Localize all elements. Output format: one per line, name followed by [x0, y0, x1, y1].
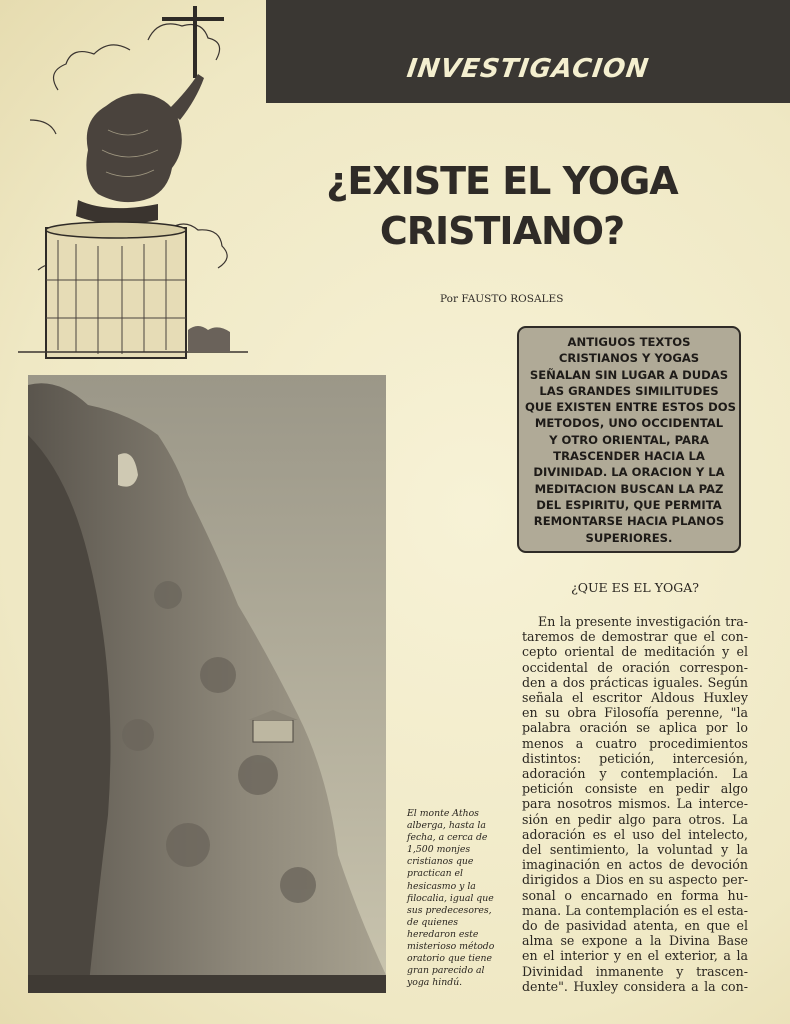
pull-quote-line: DEL ESPIRITU, QUE PERMITA — [536, 497, 722, 512]
caption-line: oratorio que tiene — [407, 953, 492, 965]
body-line: señala el escritor Aldous Huxley — [522, 690, 748, 706]
section-banner — [266, 0, 790, 103]
pull-quote-line: MEDITACION BUSCAN LA PAZ — [534, 481, 724, 496]
body-line: adoración es el uso del intelecto, — [522, 826, 748, 842]
body-line: den a dos prácticas iguales. Según — [522, 674, 748, 690]
caption-line: cristianos que — [407, 856, 474, 868]
headline-line-1: ¿EXISTE EL YOGA — [326, 159, 678, 203]
caption-line: yoga hindú. — [407, 977, 463, 989]
body-line: del sentimiento, la voluntad y la — [522, 842, 748, 858]
body-line: dirigidos a Dios en su aspecto per- — [522, 872, 748, 888]
caption-line: fecha, a cerca de — [407, 832, 488, 844]
pull-quote-line: DIVINIDAD. LA ORACION Y LA — [533, 465, 725, 480]
stylite-illustration — [18, 0, 248, 362]
caption-line: gran parecido al — [407, 965, 485, 977]
body-line: en el interior y en el exterior, a la — [522, 948, 748, 964]
caption-line: hesicasmo y la — [407, 880, 476, 892]
headline-line-2: CRISTIANO? — [379, 209, 625, 253]
body-line: mana. La contemplación es el esta- — [522, 902, 748, 918]
body-line: dente". Huxley considera a la con- — [522, 978, 748, 994]
caption-line: alberga, hasta la — [407, 820, 486, 832]
section-subhead: ¿QUE ES EL YOGA? — [571, 580, 699, 595]
pull-quote-line: SEÑALAN SIN LUGAR A DUDAS — [529, 367, 729, 382]
caption-line: 1,500 monjes — [407, 844, 471, 856]
pull-quote-line: LAS GRANDES SIMILITUDES — [539, 383, 719, 398]
pull-quote-line: CRISTIANOS Y YOGAS — [558, 351, 700, 366]
caption-line: misterioso método — [407, 941, 495, 953]
pull-quote-line: ANTIGUOS TEXTOS — [567, 335, 691, 349]
caption-line: sus predecesores, — [407, 904, 492, 916]
byline: Por FAUSTO ROSALES — [440, 293, 564, 305]
caption-line: filocalia, igual que — [407, 892, 494, 904]
body-line: cepto oriental de meditación y el — [522, 644, 748, 660]
article-body — [522, 614, 748, 994]
caption-line: heredaron este — [407, 928, 479, 940]
pull-quote-line: REMONTARSE HACIA PLANOS — [533, 514, 725, 529]
body-line: En la presente investigación tra- — [538, 614, 748, 629]
caption-line: de quienes — [407, 916, 459, 928]
body-line: para nosotros mismos. La interce- — [522, 796, 748, 812]
body-line: adoración y contemplación. La — [522, 766, 748, 782]
pull-quote-line: Y OTRO ORIENTAL, PARA — [549, 432, 709, 447]
mount-athos-photo — [28, 375, 386, 993]
pull-quote-line: QUE EXISTEN ENTRE ESTOS DOS — [525, 400, 736, 415]
body-line: occidental de oración correspon- — [522, 659, 748, 675]
pull-quote-line: SUPERIORES. — [585, 530, 673, 545]
body-line: Divinidad inmanente y trascen- — [522, 963, 748, 979]
body-line: menos a cuatro procedimientos — [522, 735, 748, 751]
photo-caption — [407, 808, 511, 989]
body-line: sonal o encarnado en forma hu- — [522, 887, 748, 903]
body-line: petición consiste en pedir algo — [522, 781, 748, 797]
pull-quote-line: TRASCENDER HACIA LA — [553, 449, 705, 464]
body-line: taremos de demostrar que el con- — [522, 629, 748, 645]
body-line: imaginación en actos de devoción — [522, 857, 748, 873]
pull-quote-text — [525, 334, 736, 546]
pull-quote-box — [517, 326, 741, 553]
body-line: sión en pedir algo para otros. La — [522, 811, 748, 827]
body-line: palabra oración se aplica por lo — [522, 720, 748, 736]
caption-line: practican el — [407, 868, 464, 880]
body-line: alma se expone a la Divina Base — [522, 933, 748, 949]
caption-line: El monte Athos — [407, 808, 479, 819]
pull-quote-line: METODOS, UNO OCCIDENTAL — [534, 416, 724, 431]
body-line: distintos: petición, intercesión, — [522, 750, 748, 766]
body-line: do de pasividad atenta, en que el — [522, 918, 748, 934]
section-title: INVESTIGACION — [405, 54, 651, 84]
body-line: en su obra Filosofía perenne, "la — [522, 705, 748, 721]
